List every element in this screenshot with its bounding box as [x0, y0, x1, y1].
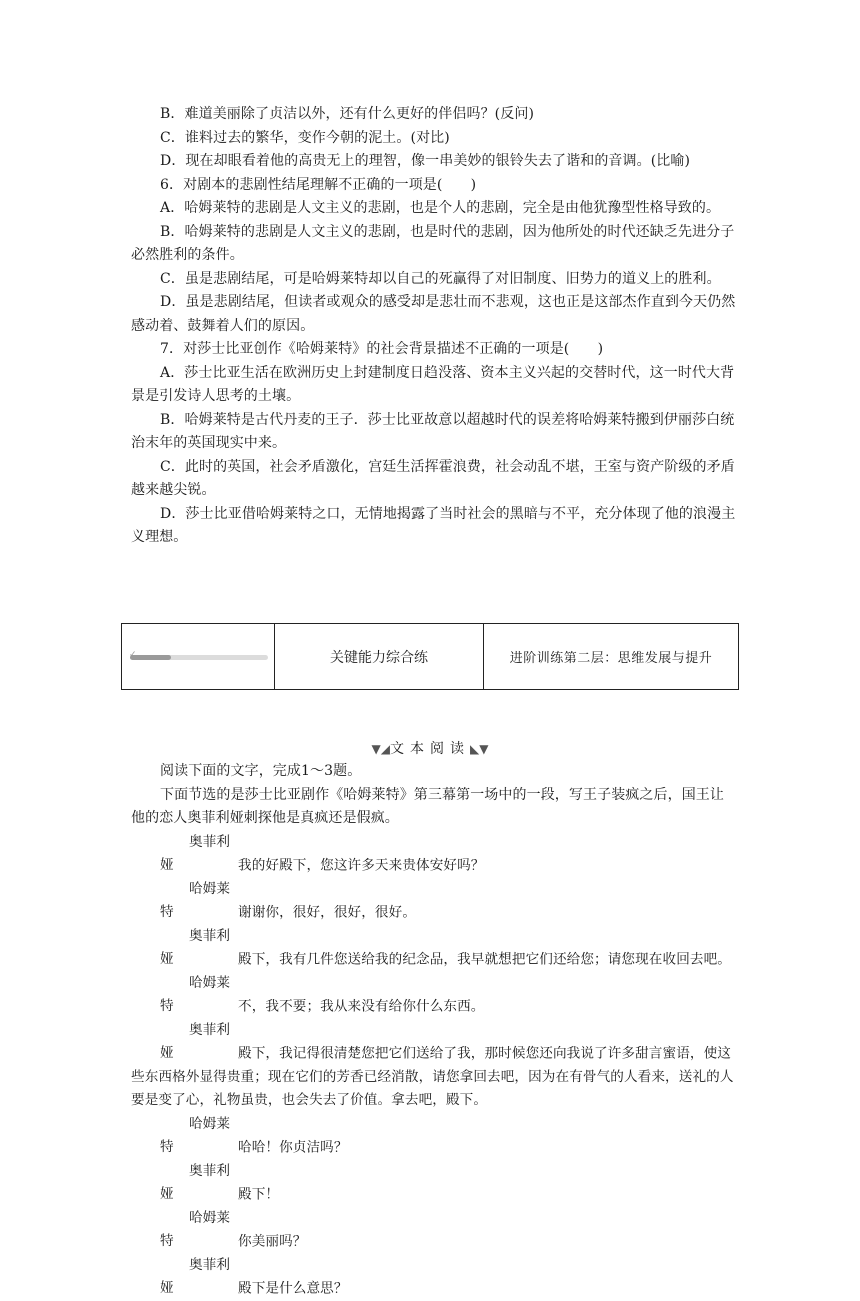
option-a-q6: A．哈姆莱特的悲剧是人文主义的悲剧，也是个人的悲剧，完全是由他犹豫型性格导致的。 — [160, 200, 721, 216]
speaker-name: 奥菲利娅 — [160, 1256, 231, 1296]
option-b-q7: B．哈姆莱特是古代丹麦的王子．莎士比亚故意以超越时代的误差将哈姆莱特搬到伊丽莎白统治末年的英国现实中来。 — [131, 411, 735, 451]
dialogue-line — [131, 1019, 737, 1113]
dialogue-line — [131, 925, 737, 972]
progress-bar — [130, 655, 268, 660]
option-d-q6: D．虽是悲剧结尾，但读者或观众的感受却是悲壮而不悲观，这也正是这部杰作直到今天仍然感动着、鼓舞着人们的原因。 — [131, 294, 736, 334]
speaker-line: 殿下，我有几件您送给我的纪念品，我早就想把它们还给您；请您现在收回去吧。 — [238, 951, 731, 967]
section-subtitle: 进阶训练第二层：思维发展与提升 — [509, 651, 713, 666]
dialogue-line — [131, 1160, 737, 1207]
speaker-line: 我的好殿下，您这许多天来贵体安好吗？ — [238, 857, 485, 873]
heading-right-ornament: ◣▼ — [470, 742, 489, 756]
speaker-name: 哈姆莱特 — [160, 1115, 231, 1155]
heading-text: 文本阅读 — [390, 741, 470, 757]
speaker-line: 殿下是什么意思？ — [238, 1280, 348, 1296]
speaker-name: 哈姆莱特 — [160, 1209, 231, 1249]
speaker-name: 奥菲利娅 — [160, 1021, 231, 1061]
speaker-name: 奥菲利娅 — [160, 833, 231, 873]
option-b-q5: B．难道美丽除了贞洁以外，还有什么更好的伴侣吗？(反问) — [160, 106, 535, 122]
dialogue-line — [131, 972, 737, 1019]
dialogue-list — [131, 831, 737, 1301]
question-options-block — [131, 103, 737, 550]
reading-instruction: 阅读下面的文字，完成1～3题。 — [160, 763, 362, 779]
question-7-stem: 7．对莎士比亚创作《哈姆莱特》的社会背景描述不正确的一项是( ) — [160, 341, 604, 357]
option-d-q7: D．莎士比亚借哈姆莱特之口，无情地揭露了当时社会的黑暗与不平，充分体现了他的浪漫主义理想。 — [131, 505, 736, 545]
option-d-q5: D．现在却眼看着他的高贵无上的理智，像一串美妙的银铃失去了谐和的音调。(比喻) — [160, 153, 691, 169]
dialogue-line — [131, 831, 737, 878]
question-6-stem: 6．对剧本的悲剧性结尾理解不正确的一项是( ) — [160, 176, 477, 193]
option-b-q6: B．哈姆莱特的悲剧是人文主义的悲剧，也是时代的悲剧，因为他所处的时代还缺乏先进分子必然胜利的条件。 — [131, 223, 735, 263]
speaker-name: 奥菲利娅 — [160, 1162, 231, 1202]
section-title: 关键能力综合练 — [275, 624, 484, 689]
option-c-q5: C．谁料过去的繁华，变作今朝的泥土。(对比) — [160, 129, 450, 146]
section-banner — [121, 623, 739, 690]
option-c-q6: C．虽是悲剧结尾，可是哈姆莱特却以自己的死赢得了对旧制度、旧势力的道义上的胜利。 — [160, 270, 721, 287]
heading-left-ornament: ▼◢ — [371, 742, 390, 756]
dialogue-line — [131, 1207, 737, 1254]
reading-intro: 下面节选的是莎士比亚剧作《哈姆莱特》第三幕第一场中的一段，写王子装疯之后，国王让他的恋人奥菲利娅刺探他是真疯还是假疯。 — [131, 786, 724, 826]
speaker-line: 哈哈！你贞洁吗？ — [238, 1139, 348, 1155]
reading-heading — [0, 738, 860, 758]
speaker-line: 不，我不要；我从来没有给你什么东西。 — [238, 998, 485, 1014]
reading-passage — [131, 760, 737, 1301]
speaker-name: 奥菲利娅 — [160, 927, 231, 967]
speaker-line: 殿下！ — [238, 1186, 280, 1202]
speaker-line: 殿下，我记得很清楚您把它们送给了我，那时候您还向我说了许多甜言蜜语，使这些东西格外显得贵重；现在它们的芳香已经消散，请您拿回去吧，因为在有骨气的人看来，送礼的人要是变了心，礼物虽贵，也会失去了价值。拿去吧，殿下。 — [131, 1045, 734, 1108]
dialogue-line — [131, 1113, 737, 1160]
speaker-line: 谢谢你，很好，很好，很好。 — [238, 904, 417, 920]
speaker-line: 你美丽吗？ — [238, 1233, 307, 1249]
option-a-q7: A．莎士比亚生活在欧洲历史上封建制度日趋没落、资本主义兴起的交替时代，这一时代大背景是引发诗人思考的土壤。 — [131, 364, 735, 404]
speaker-name: 哈姆莱特 — [160, 974, 231, 1014]
dialogue-line — [131, 1254, 737, 1301]
option-c-q7: C．此时的英国，社会矛盾激化，宫廷生活挥霍浪费，社会动乱不堪，王室与资产阶级的矛盾越来越尖锐。 — [131, 458, 735, 498]
check-icon: ✓ — [129, 650, 137, 660]
dialogue-line — [131, 878, 737, 925]
progress-cell — [122, 624, 275, 689]
speaker-name: 哈姆莱特 — [160, 880, 231, 920]
